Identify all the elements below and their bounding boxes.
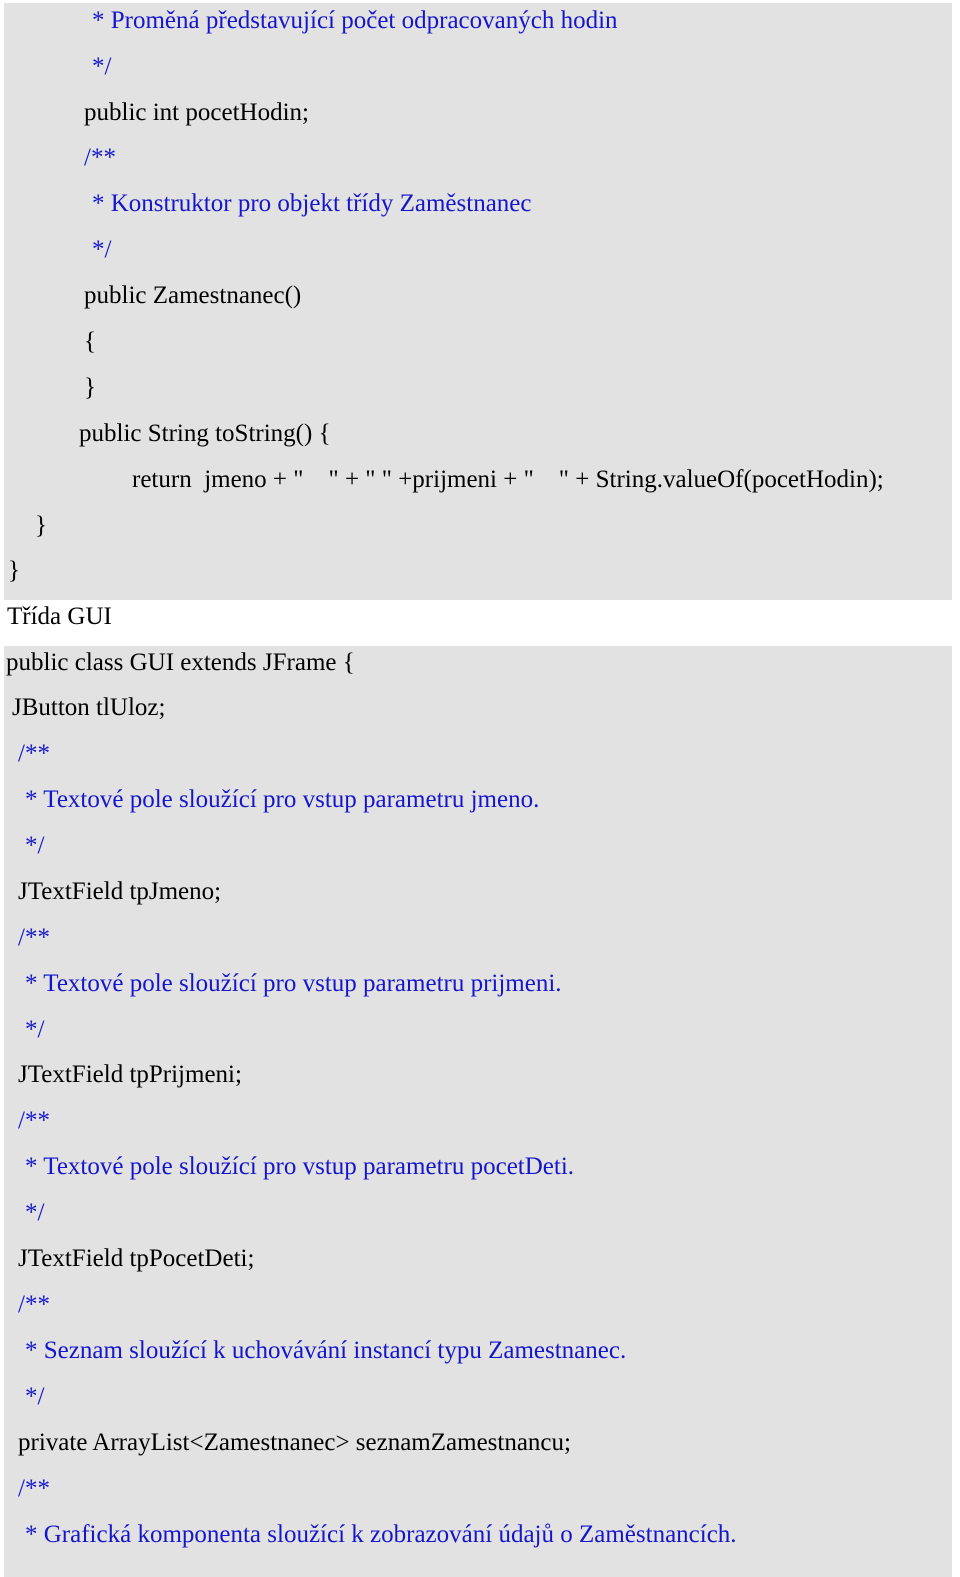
code-line-comment: /** (18, 1291, 50, 1318)
code-line-comment: */ (25, 1016, 45, 1043)
code-line: public String toString() { (79, 420, 331, 447)
code-line: JButton tlUloz; (12, 694, 166, 721)
code-line-comment: * Textové pole sloužící pro vstup parametru jmeno. (25, 786, 540, 813)
code-line-comment: * Konstruktor pro objekt třídy Zaměstnanec (92, 190, 532, 217)
code-line-comment: */ (92, 236, 112, 263)
code-line-comment: * Seznam sloužící k uchovávání instancí typu Zamestnanec. (25, 1337, 627, 1364)
code-line-comment: /** (18, 1107, 50, 1134)
code-line: public Zamestnanec() (84, 282, 302, 309)
code-line: return jmeno + " " + " " +prijmeni + " " + String.valueOf(pocetHodin); (132, 466, 884, 493)
code-line-comment: * Grafická komponenta sloužící k zobrazování údajů o Zaměstnancích. (25, 1521, 737, 1548)
code-line: } (84, 374, 96, 401)
section-heading: Třída GUI (7, 603, 112, 630)
code-line: } (8, 557, 20, 584)
code-line-comment: */ (92, 53, 112, 80)
code-line: JTextField tpJmeno; (18, 878, 222, 905)
code-block-zamestnanec (4, 3, 952, 600)
code-line-comment: */ (25, 1383, 45, 1410)
code-line-comment: /** (84, 144, 116, 171)
code-line-comment: /** (18, 1475, 50, 1502)
code-line-comment: */ (25, 1199, 45, 1226)
code-line: { (84, 328, 96, 355)
code-line: JTextField tpPocetDeti; (18, 1245, 255, 1272)
code-line-comment: */ (25, 832, 45, 859)
code-line: public int pocetHodin; (84, 99, 309, 126)
code-line: JTextField tpPrijmeni; (18, 1061, 242, 1088)
code-line-comment: /** (18, 924, 50, 951)
code-line-comment: * Textové pole sloužící pro vstup parametru prijmeni. (25, 970, 562, 997)
code-line-comment: /** (18, 740, 50, 767)
code-line: public class GUI extends JFrame { (6, 649, 355, 676)
code-line-comment: * Textové pole sloužící pro vstup parametru pocetDeti. (25, 1153, 575, 1180)
code-line: private ArrayList<Zamestnanec> seznamZamestnancu; (18, 1429, 571, 1456)
code-line: } (35, 512, 47, 539)
code-block-gui (4, 646, 952, 1577)
code-line-comment: * Proměná představující počet odpracovaných hodin (92, 7, 618, 34)
